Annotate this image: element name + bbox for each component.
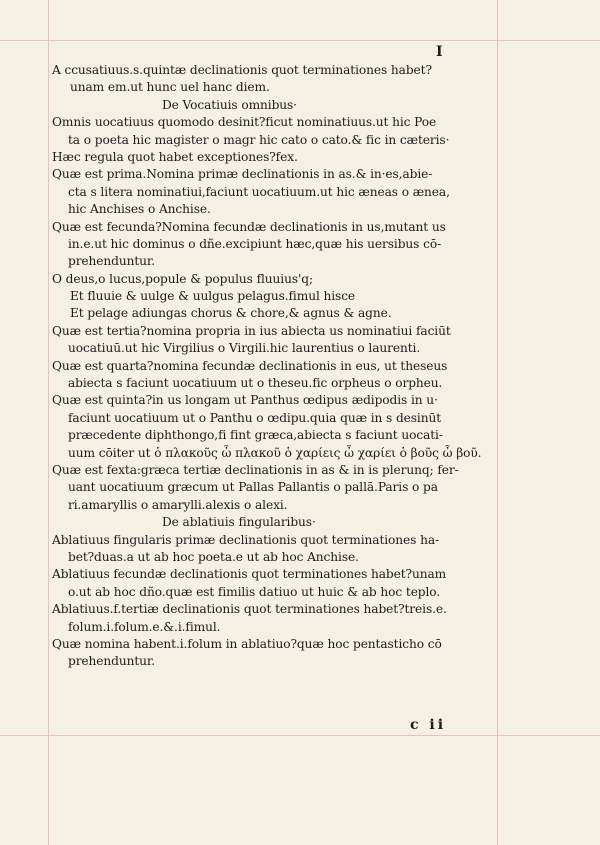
text-line: Quæ est quarta?nomina fecundæ declinationis in eus, ut theseus (52, 358, 448, 373)
text-line: Ablatiuus.f.tertiæ declinationis quot terminationes habet?treis.e. (52, 602, 447, 617)
text-line: Omnis uocatiuus quomodo desinit?ficut nominatiuus.ut hic Poe (52, 115, 437, 130)
text-line: hic Anchises o Anchise. (68, 202, 211, 217)
text-line: præcedente diphthongo,fi fint græca,abiecta s faciunt uocati- (68, 428, 443, 443)
text-line: Et fluuie & uulge & uulgus pelagus.fimul hisce (70, 289, 356, 304)
text-line: cta s litera nominatiui,faciunt uocatiuum.ut hic æneas o ænea, (68, 184, 450, 199)
margin-rule-right (497, 0, 498, 845)
text-line: prehenduntur. (68, 254, 156, 269)
text-block (52, 62, 497, 671)
text-line: O deus,o lucus,popule & populus fluuius'q; (52, 271, 313, 286)
text-line: uant uocatiuum græcum ut Pallas Pallantis o pallā.Paris o pa (68, 480, 438, 495)
margin-rule-top (0, 40, 600, 41)
text-line: ri.amaryllis o amarylli.alexis o alexi. (68, 497, 288, 512)
text-line: folum.i.folum.e.&.i.fimul. (68, 619, 221, 634)
text-line: De Vocatiuis omnibus· (162, 97, 297, 112)
text-line: faciunt uocatiuum ut o Panthu o œdipu.quia quæ in s desinūt (68, 410, 442, 425)
text-line: Ablatiuus fecundæ declinationis quot terminationes habet?unam (52, 567, 447, 582)
text-line: abiecta s faciunt uocatiuum ut o theseu.fic orpheus o orpheu. (68, 376, 443, 391)
page-number: I (436, 44, 444, 60)
text-line: Quæ est fecunda?Nomina fecundæ declinationis in us,mutant us (52, 219, 446, 234)
margin-rule-left (48, 0, 49, 845)
text-line: Quæ est prima.Nomina primæ declinationis in as.& in·es,abie- (52, 167, 433, 182)
signature-mark: c ii (410, 717, 447, 733)
text-line: ta o poeta hic magister o magr hic cato o cato.& fic in cæteris· (68, 132, 450, 147)
text-line: Quæ est tertia?nomina propria in ius abiecta us nominatiui faciūt (52, 323, 451, 338)
text-line: o.ut ab hoc dño.quæ est fimilis datiuo ut huic & ab hoc teplo. (68, 584, 441, 599)
text-line: in.e.ut hic dominus o dñe.excipiunt hæc,quæ his uersibus cō- (68, 236, 442, 251)
text-line: A ccusatiuus.s.quintæ declinationis quot terminationes habet? (52, 63, 432, 77)
text-line: prehenduntur. (68, 654, 156, 669)
text-line: De ablatiuis fingularibus· (162, 515, 316, 530)
text-line: bet?duas.a ut ab hoc poeta.e ut ab hoc Anchise. (68, 549, 359, 564)
text-line: Et pelage adiungas chorus & chore,& agnus & agne. (70, 306, 392, 321)
text-line: Ablatiuus fingularis primæ declinationis quot terminationes ha- (52, 532, 440, 547)
text-line: unam em.ut hunc uel hanc diem. (70, 80, 270, 95)
text-line: Quæ est fexta:græca tertiæ declinationis in as & in is plerunq; fer- (52, 462, 459, 477)
text-line: uocatiuū.ut hic Virgilius o Virgili.hic laurentius o laurenti. (68, 341, 421, 356)
text-line: Quæ nomina habent.i.folum in ablatiuo?quæ hoc pentasticho cō (52, 636, 442, 651)
text-line: Quæ est quinta?in us longam ut Panthus œdipus ædipodis in u· (52, 393, 438, 408)
text-line: Hæc regula quot habet exceptiones?fex. (52, 149, 298, 164)
margin-rule-bottom (0, 735, 600, 736)
text-line: uum cōiter ut ὁ πλακοῦς ὦ πλακοῦ ὁ χαρίεις ὦ χαρίει ὁ βοῦς ὦ βοῦ. (68, 445, 482, 460)
